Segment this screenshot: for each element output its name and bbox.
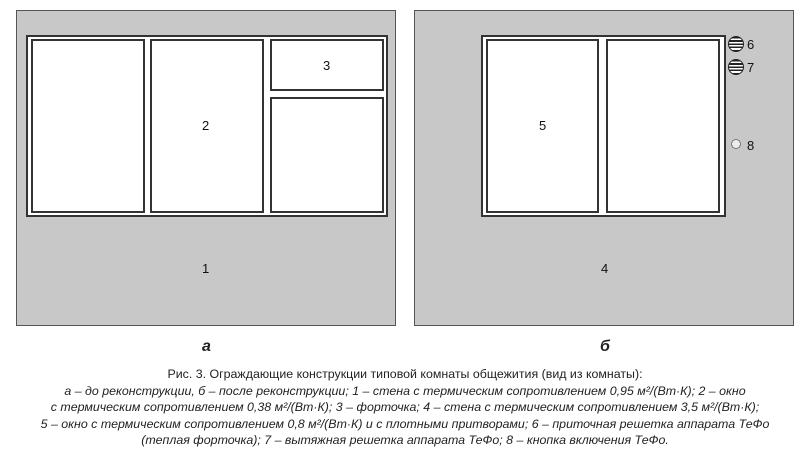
exhaust-grille-number-label: 7 <box>747 60 755 75</box>
window-number-label-b: 5 <box>539 118 547 133</box>
figure-b-sublabel: б <box>600 338 610 355</box>
window-pane-right-b <box>606 39 720 213</box>
window-pane-left-a <box>31 39 145 213</box>
wall-number-label-a: 1 <box>202 261 210 276</box>
caption-line-1: а – до реконструкции, б – после реконструкции; 1 – стена с термическим сопротивлением 0,95 м²/(Вт·К); 2 – окно <box>64 383 746 398</box>
figure-a-sublabel: а <box>202 338 211 355</box>
exhaust-grille-icon <box>728 59 744 75</box>
wall-number-label-b: 4 <box>601 261 609 276</box>
supply-grille-icon <box>728 36 744 52</box>
caption-line-2: с термическим сопротивлением 0,38 м²/(Вт·К); 3 – форточка; 4 – стена с термическим сопротивлением 3,5 м²/(Вт·К); <box>50 400 760 415</box>
caption-title: Рис. 3. Ограждающие конструкции типовой комнаты общежития (вид из комнаты): <box>167 367 643 381</box>
vent-number-label: 3 <box>323 58 331 73</box>
caption-line-4: (теплая форточка); 7 – вытяжная решетка аппарата ТеФо; 8 – кнопка включения ТеФо. <box>141 433 669 448</box>
figure-caption <box>10 366 800 449</box>
window-pane-right-a <box>270 97 384 213</box>
supply-grille-number-label: 6 <box>747 37 755 52</box>
power-button-icon <box>731 139 741 149</box>
button-number-label: 8 <box>747 138 755 153</box>
window-number-label-a: 2 <box>202 118 210 133</box>
caption-line-3: 5 – окно с термическим сопротивлением 0,8 м²/(Вт·К) и с плотными притворами; 6 – приточная решетка аппарата ТеФо <box>40 416 770 431</box>
